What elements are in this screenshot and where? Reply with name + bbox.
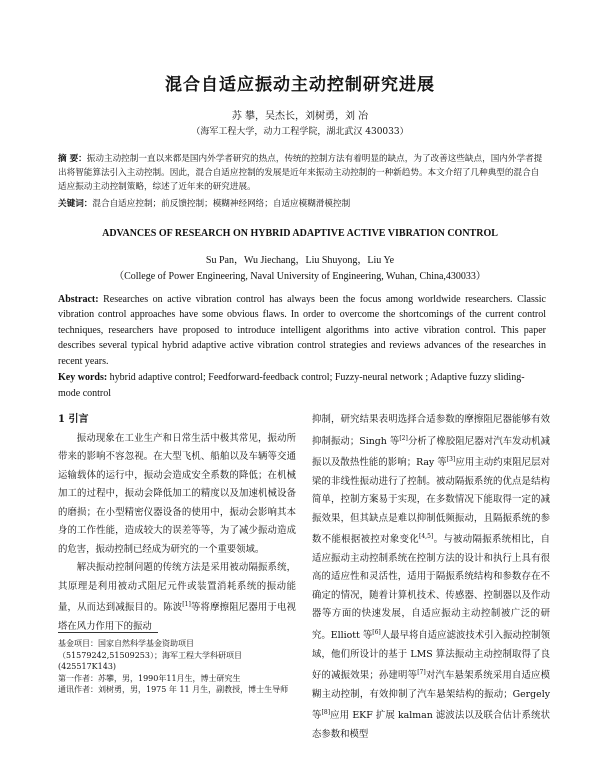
affiliation-cn: （海军工程大学，动力工程学院，湖北武汉 430033） — [191, 127, 409, 137]
body-text: 解决振动控制问题的传统方法是采用被动隔振系统，其原理是利用被动式阻尼元件或装置消耗系统的振动能量，从而达到减振目的。陈波 — [58, 562, 296, 614]
abstract-cn-text: 振动主动控制一直以来都是国内外学者研究的热点，传统的控制方法有着明显的缺点，为了改善这些缺点，国内外学者提出将智能算法引入主动控制。因此，混合自适应控制的发展是近年来振动主动控制的一种新趋势。本文介绍了几种典型的混合自适应振动主动控制策略，综述了近年来的研究进展。 — [58, 154, 543, 193]
paper-title-cn: 混合自适应振动主动控制研究进展 — [165, 75, 435, 95]
paper-title-en: ADVANCES OF RESEARCH ON HYBRID ADAPTIVE ACTIVE VIBRATION CONTROL — [102, 228, 498, 239]
citation-ref: [8] — [321, 709, 331, 717]
footnote — [58, 638, 296, 696]
authors-cn: 苏 攀，吴杰长，刘树勇，刘 冶 — [231, 111, 369, 122]
footnote-first-author: 第一作者：苏攀，男，1990年11月生，博士研究生 — [58, 673, 241, 683]
keywords-cn — [58, 197, 546, 211]
citation-ref: [2] — [399, 434, 408, 442]
footnote-fund: 基金项目：国家自然科学基金资助项目（51579242,51509253）；海军工程大学科研项目(425517K143) — [58, 639, 242, 672]
abstract-en-text: Researches on active vibration control has always been the focus among worldwide researchers. Classic vibration control approaches have some obvious flaws. In order to overcome the shortcomings of the current control techniques, researchers have proposed to introduce intelligent algorithms into active vibration control. This paper describes several typical hybrid adaptive active vibration control strategies and reviews advances of the researches in recent years. — [58, 294, 546, 367]
body-text: 等将摩擦阻尼器用于电视塔在风力作用下的振动 — [58, 602, 296, 632]
keywords-en-label: Key words: — [58, 372, 108, 383]
affiliation-en: （College of Power Engineering, Naval University of Engineering, Wuhan, China,430033） — [114, 271, 486, 282]
citation-ref: [6] — [372, 628, 381, 636]
abstract-cn — [58, 152, 546, 195]
keywords-en — [58, 370, 546, 401]
footnote-divider — [58, 632, 158, 633]
body-text: 应用 EKF 扩展 kalman 滤波法以及联合估计系统状态参数和模型 — [312, 710, 550, 740]
citation-ref: [7] — [417, 669, 426, 676]
keywords-cn-text: 混合自适应控制；前反馈控制；模糊神经网络；自适应模糊滑模控制 — [92, 199, 351, 209]
authors-en: Su Pan，Wu Jiechang，Liu Shuyong，Liu Ye — [205, 255, 395, 266]
body-paragraph — [58, 559, 296, 636]
abstract-en — [58, 292, 546, 369]
citation-ref: [1] — [182, 601, 191, 608]
body-text: 人最早将自适应滤波技术引入振动控制领域，他们所设计的基于 LMS 算法振动主动控制取得了良好的减振效果；孙建明等 — [312, 630, 550, 682]
abstract-en-label: Abstract: — [58, 294, 99, 305]
citation-ref: [3] — [446, 456, 456, 464]
body-text: 对汽车悬架系统采用自适应模糊主动控制，有效抑制了汽车悬架结构的振动；Gergely 等 — [312, 670, 550, 722]
body-column-left — [58, 411, 296, 636]
section-heading-intro: 1 引言 — [58, 414, 89, 425]
footnote-corresponding-author: 通讯作者：刘树勇，男，1975 年 11 月生，副教授，博士生导师 — [58, 685, 289, 695]
citation-ref: [4,5] — [419, 533, 434, 541]
body-text: 。与被动隔振系统相比，自适应振动主动控制系统在控制方法的设计和执行上具有很高的适应性和灵活性，适用于隔振系统结构和参数存在不确定的情况，随着计算机技术、传感器、控制器以及作动器等方面的快速发展，自适应振动主动控制被广泛的研究。Elliott 等 — [312, 534, 550, 641]
body-text: 分析了橡胶阻尼器对汽车发动机减振以及散热性能的影响；Ray 等 — [312, 435, 550, 469]
body-paragraph — [312, 411, 550, 744]
abstract-cn-label: 摘 要： — [58, 154, 87, 164]
body-paragraph: 振动现象在工业生产和日常生活中极其常见，振动所带来的影响不容忽视。在大型飞机、船舶以及车辆等交通运输载体的运行中，振动会造成安全系数的降低；在机械加工的过程中，振动会降低加工的精度以及加速机械设备的磨损；在小型精密仪器设备的使用中，振动会影响其本身的工作性能，造成较大的误差等等，为了减少振动造成的危害，振动控制已经成为研究的一个重要领域。 — [58, 432, 296, 555]
body-column-right — [312, 411, 550, 744]
keywords-en-text: hybrid adaptive control; Feedforward-feedback control; Fuzzy-neural network ; Adaptive fuzzy sliding-mode control — [58, 372, 525, 399]
keywords-cn-label: 关键词： — [58, 199, 93, 209]
body-text: 应用主动约束阻尼层对梁的非线性振动进行了控制。被动隔振系统的优点是结构简单，控制方案易于实现，在多数情况下能取得一定的减振效果，但其缺点是难以抑制低频振动，且隔振系统的参数不能根据被控对象变化 — [312, 457, 550, 546]
body-text: 抑制，研究结果表明选择合适参数的摩擦阻尼器能够有效抑制振动；Singh 等 — [312, 414, 550, 447]
